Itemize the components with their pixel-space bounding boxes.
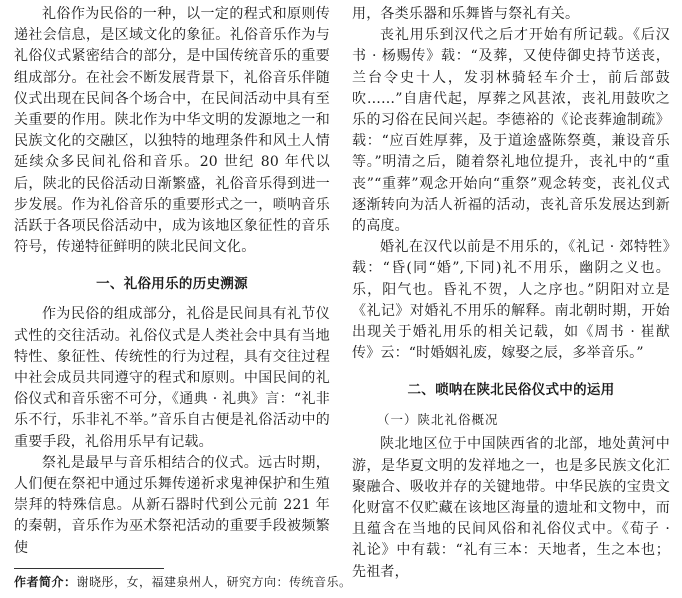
section-heading-1: 一、礼俗用乐的历史溯源 bbox=[96, 276, 248, 293]
body-paragraph: 陕北地区位于中国陕西省的北部，地处黄河中游，是华夏文明的发祥地之一，也是多民族文化汇聚融合、吸收并存的关键地带。中华民族的宝贵文化财富不仅贮藏在该地区海量的遗址和文物中，而且蕴含在当地的民间风俗和礼俗仪式中。《荀子 · 礼论》中有载：“礼有三本：天地者，生之本也；先祖者， bbox=[352, 436, 670, 580]
footnote-divider bbox=[14, 568, 164, 569]
left-column bbox=[14, 4, 330, 559]
subsection-heading: （一）陕北礼俗概况 bbox=[377, 412, 499, 428]
body-paragraph: 祭礼是最早与音乐相结合的仪式。远古时期，人们便在祭祀中通过乐舞传递祈求鬼神保护和生殖崇拜的特殊信息。从新石器时代到公元前 221 年的秦朝，音乐作为巫术祭祀活动的重要手段被频繁使 bbox=[14, 454, 330, 556]
intro-paragraph: 礼俗作为民俗的一种，以一定的程式和原则传递社会信息，是区域文化的象征。礼俗音乐作为与礼俗仪式紧密结合的部分，是中国传统音乐的重要组成部分。在社会不断发展背景下，礼俗音乐伴随仪式出现在民间各个场合中，在民间活动中具有至关重要的作用。陕北作为中华文明的发源地之一和民族文化的交融区，以独特的地理条件和风土人情延续众多民间礼俗和音乐。20 世纪 80 年代以后，陕北的民俗活动日渐繁盛，礼俗音乐得到进一步发展。作为礼俗音乐的重要形式之一，唢呐音乐活跃于各项民俗活动中，成为该地区象征性的音乐符号，传递特征鲜明的陕北民间文化。 bbox=[14, 6, 330, 256]
author-footnote bbox=[14, 574, 674, 590]
body-paragraph: 丧礼用乐到汉代之后才开始有所记载。《后汉书 · 杨赐传》载：“及葬，又使侍御史持节送丧，兰台令史十人，发羽林骑轻车介士，前后部鼓吹……”自唐代起，厚葬之风甚浓，丧礼用鼓吹之乐的习俗在民间兴起。李德裕的《论丧葬逾制疏》载：“应百姓厚葬，及于道途盛陈祭奠，兼设音乐等。”明清之后，随着祭礼地位提升，丧礼中的“重丧”“重葬”观念开始向“重祭”观念转变，丧礼仪式逐渐转向为活人祈福的活动，丧礼音乐发展达到新的高度。 bbox=[352, 27, 670, 235]
footnote-text: 谢晓彤，女，福建泉州人，研究方向：传统音乐。 bbox=[76, 575, 352, 589]
body-paragraph: 婚礼在汉代以前是不用乐的，《礼记 · 郊特牲》载：“昏(同“婚”,下同)礼不用乐，幽阴之义也。乐，阳气也。昏礼不贺，人之序也。”阴阳对立是《礼记》对婚礼不用乐的解释。南北朝时期，开始出现关于婚礼用乐的相关记载，如《周书 · 崔猷传》云：“时婚姻礼废，嫁娶之辰，多举音乐。” bbox=[352, 239, 670, 362]
footnote-label: 作者简介： bbox=[14, 575, 77, 589]
continued-paragraph: 用，各类乐器和乐舞皆与祭礼有关。 bbox=[352, 6, 580, 22]
right-column bbox=[352, 4, 670, 583]
section-heading-2: 二、唢呐在陕北民俗仪式中的运用 bbox=[407, 382, 615, 399]
body-paragraph: 作为民俗的组成部分，礼俗是民间具有礼节仪式性的交往活动。礼俗仪式是人类社会中具有当地特性、象征性、传统性的行为过程，具有交往过程中社会成员共同遵守的程式和原则。中国民间的礼俗仪式和音乐密不可分，《通典 · 礼典》言：“礼非乐不行，乐非礼不举。”音乐自古便是礼俗活动中的重要手段，礼俗用乐早有记载。 bbox=[14, 306, 330, 450]
